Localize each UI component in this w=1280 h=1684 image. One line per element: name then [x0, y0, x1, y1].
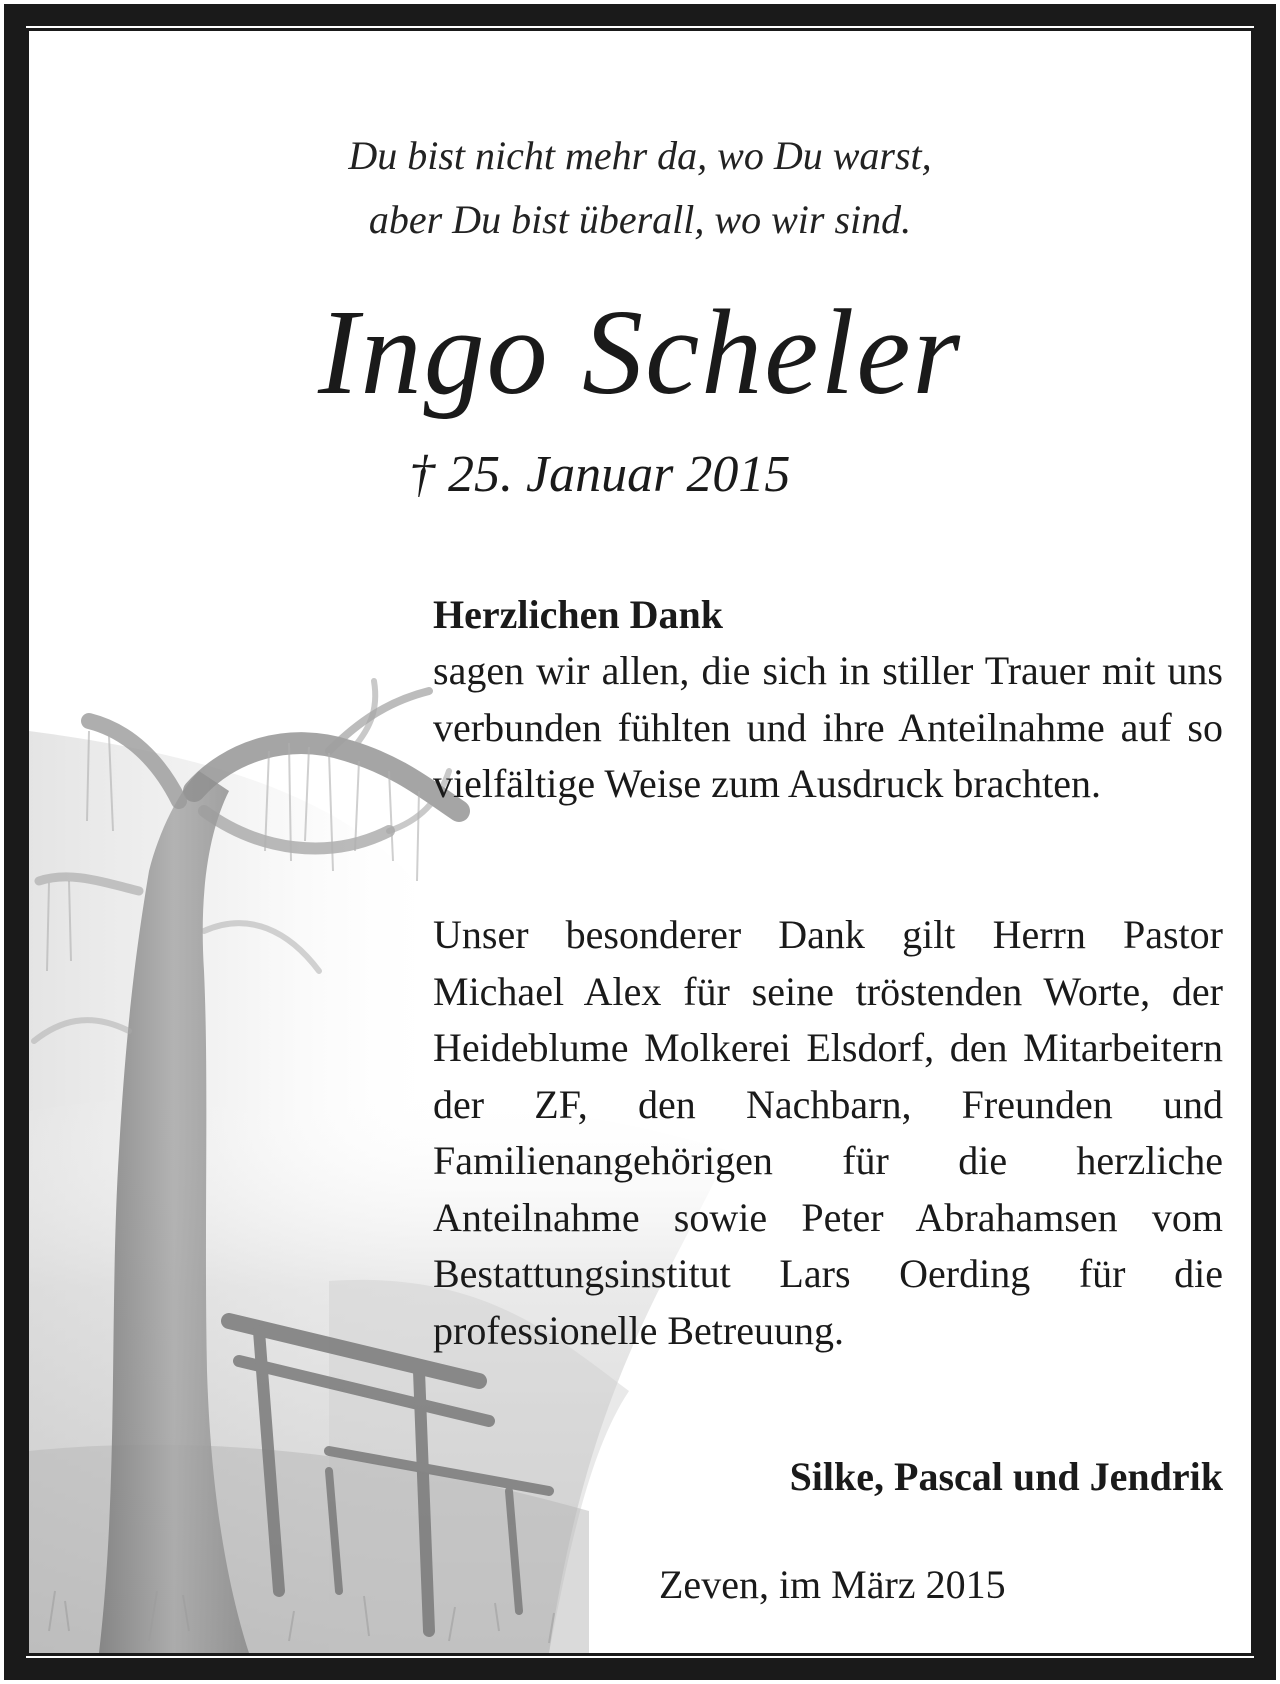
thanks-heading: Herzlichen Dank: [433, 592, 723, 637]
tree-and-bench-illustration: [29, 31, 1251, 1653]
thanks-paragraph-1: sagen wir allen, die sich in stiller Trauer mit uns verbunden fühlten und ihre Anteilnahme auf so vielfältige Weise zum Ausdruck brachten.: [433, 648, 1223, 806]
deceased-name: Ingo Scheler: [318, 285, 962, 420]
obituary-card: [26, 28, 1254, 1656]
family-signature: Silke, Pascal und Jendrik: [789, 1454, 1223, 1499]
thanks-paragraph-2: Unser besonderer Dank gilt Herrn Pastor Michael Alex für seine tröstenden Worte, der Heideblume Molkerei Elsdorf, den Mitarbeitern der ZF, den Nachbarn, Freunden und Familienangehörigen für die herzliche Anteilnahme sowie Peter Abrahamsen vom Bestattungsinstitut Lars Oerding für die professionelle Betreuung.: [433, 912, 1223, 1353]
special-thanks-section: [433, 907, 1223, 1359]
thanks-section: [433, 587, 1223, 813]
verse-line-1: Du bist nicht mehr da, wo Du warst,: [348, 133, 932, 178]
death-date: † 25. Januar 2015: [409, 446, 791, 503]
verse-line-2: aber Du bist überall, wo wir sind.: [368, 197, 912, 242]
place-and-date: Zeven, im März 2015: [659, 1562, 1006, 1607]
